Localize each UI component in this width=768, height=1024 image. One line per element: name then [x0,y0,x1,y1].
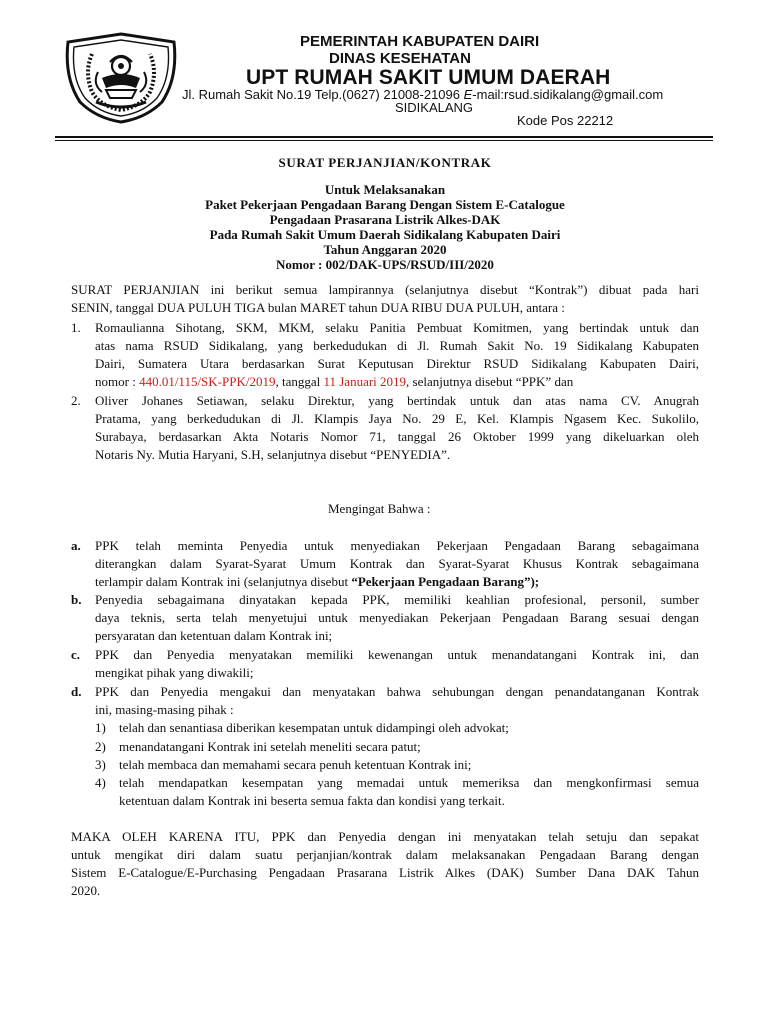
closing-line: untuk mengikat diri dalam suatu perjanjian/kontrak dalam melaksanakan Pengadaan Barang dengan [71,847,699,862]
party-line: atas nama RSUD Sidikalang, yang berkedudukan di Jl. Rumah Sakit No. 19 Sidikalang Kabupaten [95,338,699,353]
subitem-line: ketentuan dalam Kontrak ini beserta semua fakta dan kondisi yang terkait. [119,793,505,808]
item-line: PPK dan Penyedia mengakui dan menyatakan bahwa sehubungan dengan penandatanganan Kontrak [95,684,699,699]
subtitle-line: Paket Pekerjaan Pengadaan Barang Dengan Sistem E-Catalogue [205,197,565,212]
kabupaten-dairi-emblem-logo [62,32,180,124]
subitem-line: telah membaca dan memahami secara penuh ketentuan Kontrak ini; [119,757,472,772]
letterhead-hospital-name: UPT RUMAH SAKIT UMUM DAERAH [246,66,611,89]
letterhead-divider-thin [55,140,713,141]
subitem-marker: 3) [95,757,106,772]
document-title: SURAT PERJANJIAN/KONTRAK [278,155,492,170]
party-line: Notaris Ny. Mutia Haryani, S.H, selanjutnya disebut “PENYEDIA”. [95,447,451,462]
party-line: Oliver Johanes Setiawan, selaku Direktur, yang bertindak untuk dan atas nama CV. Anugrah [95,393,699,408]
item-line: daya teknis, serta telah menyetujui untuk menyediakan Pekerjaan Pengadaan Barang sesuai dengan [95,610,699,625]
subitem-line: telah dan senantiasa diberikan kesempatan untuk didampingi oleh advokat; [119,720,509,735]
item-marker: b. [71,592,82,607]
item-line: PPK dan Penyedia menyatakan memiliki kewenangan untuk menandatangani Kontrak ini, dan [95,647,699,662]
subitem-marker: 1) [95,720,106,735]
letterhead-government: PEMERINTAH KABUPATEN DAIRI [300,33,540,50]
closing-line: MAKA OLEH KARENA ITU, PPK dan Penyedia dengan ini menyatakan telah setuju dan sepakat [71,829,699,844]
letterhead-address: Jl. Rumah Sakit No.19 Telp.(0627) 21008-21096 E-mail:rsud.sidikalang@gmail.com [182,87,664,102]
subitem-line: telah mendapatkan kesempatan yang memadai untuk memeriksa dan mengkonfirmasi semua [119,775,699,790]
item-line: PPK telah meminta Penyedia untuk menyediakan Pekerjaan Pengadaan Barang sebagaimana [95,538,699,553]
letterhead-postcode: Kode Pos 22212 [517,113,614,128]
intro-line: SURAT PERJANJIAN ini berikut semua lampirannya (selanjutnya disebut “Kontrak”) dibuat pada hari [71,282,699,297]
item-line: terlampir dalam Kontrak ini (selanjutnya disebut “Pekerjaan Pengadaan Barang”); [95,574,540,589]
subitem-line: menandatangani Kontrak ini setelah meneliti secara patut; [119,739,421,754]
item-marker: d. [71,684,82,699]
subtitle-line: Pengadaan Prasarana Listrik Alkes-DAK [269,212,501,227]
subitem-marker: 2) [95,739,106,754]
closing-line: Sistem E-Catalogue/E-Purchasing Pengadaan Prasarana Listrik Alkes (DAK) Sumber Dana DAK Tahun [71,865,699,880]
item-marker: a. [71,538,81,553]
party-marker: 2. [71,393,81,408]
closing-line: 2020. [71,883,101,898]
decree-date: 11 Januari 2019 [323,374,407,389]
letterhead-department: DINAS KESEHATAN [329,50,471,67]
item-line: ini, masing-masing pihak : [95,702,234,717]
intro-line: SENIN, tanggal DUA PULUH TIGA bulan MARET tahun DUA RIBU DUA PULUH, antara : [71,300,565,315]
subtitle-line: Pada Rumah Sakit Umum Daerah Sidikalang Kabupaten Dairi [209,227,561,242]
party-line: nomor : 440.01/115/SK-PPK/2019, tanggal 11 Januari 2019, selanjutnya disebut “PPK” dan [95,374,574,389]
party-marker: 1. [71,320,81,335]
subitem-marker: 4) [95,775,106,790]
item-line: persyaratan dan ketentuan dalam Kontrak ini; [95,628,333,643]
item-line: Penyedia sebagaimana dinyatakan kepada PPK, memiliki keahlian profesional, personil, sumber [95,592,699,607]
party-line: Dairi, Sumatera Utara berdasarkan Surat Keputusan Direktur RSUD Sidikalang Kabupaten Dairi, [95,356,699,371]
party-line: Romaulianna Sihotang, SKM, MKM, selaku Panitia Pembuat Komitmen, yang bertindak untuk dan [95,320,699,335]
item-line: diterangkan dalam Syarat-Syarat Umum Kontrak dan Syarat-Syarat Khusus Kontrak sebagaimana [95,556,699,571]
letterhead-divider-thick [55,136,713,138]
item-line: mengikat pihak yang diwakili; [95,665,254,680]
section-heading: Mengingat Bahwa : [328,501,431,516]
party-line: Pratama, yang berkedudukan di Jl. Klampis Jaya No. 29 E, Kel. Klampis Ngasem Kec. Sukolilo, [95,411,699,426]
decree-number: 440.01/115/SK-PPK/2019 [139,374,276,389]
subtitle-line: Untuk Melaksanakan [324,182,446,197]
party-line: Surabaya, berdasarkan Akta Notaris Nomor 71, tanggal 26 Oktober 1999 yang dikeluarkan oleh [95,429,699,444]
subtitle-line: Tahun Anggaran 2020 [323,242,447,257]
letterhead-city: SIDIKALANG [395,100,474,115]
item-marker: c. [71,647,81,662]
contract-number: Nomor : 002/DAK-UPS/RSUD/III/2020 [276,257,494,272]
